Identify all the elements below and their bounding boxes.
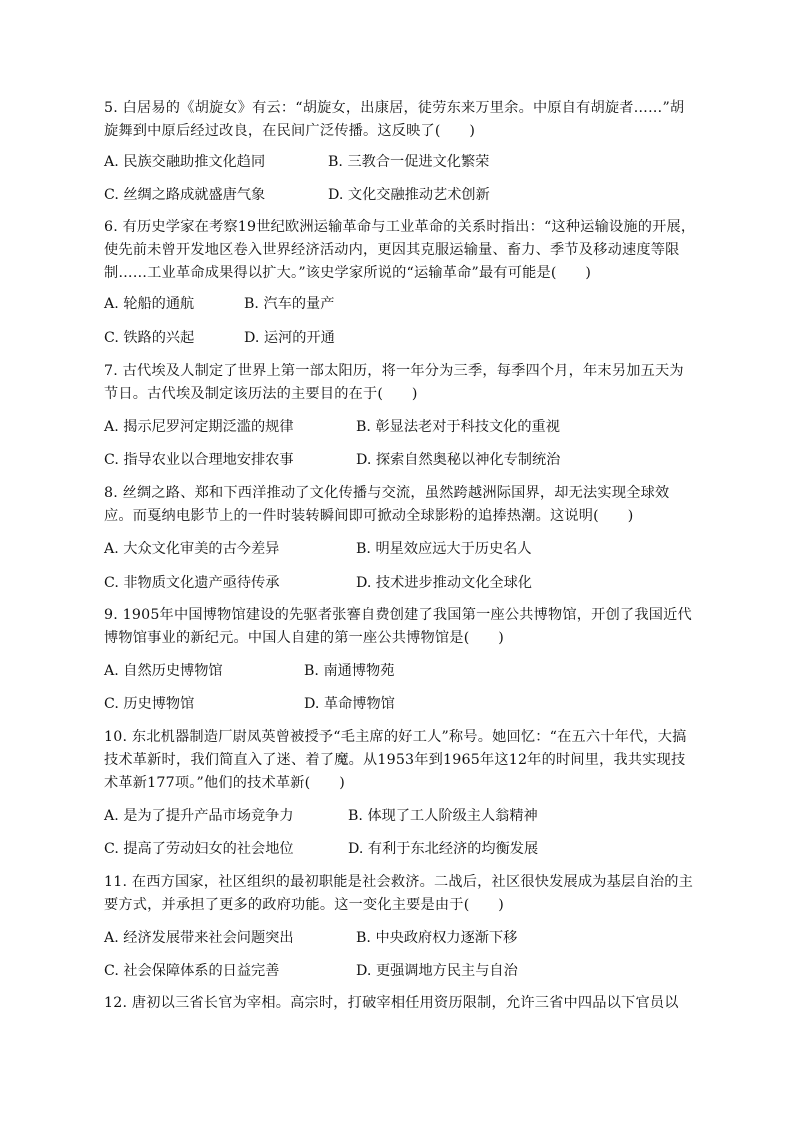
option-c[interactable]: C. 历史博物馆 [104,696,195,712]
option-c[interactable]: C. 铁路的兴起 [104,330,195,346]
option-c[interactable]: C. 社会保障体系的日益完善 [104,963,280,979]
option-a[interactable]: A. 揭示尼罗河定期泛滥的规律 [104,419,294,435]
option-d[interactable]: D. 技术进步推动文化全球化 [356,575,532,591]
question-5-options-row-2 [104,185,490,205]
option-d[interactable]: D. 更强调地方民主与自治 [356,963,518,979]
question-7-options-row-2 [104,450,560,470]
question-8-options-row-1 [104,539,532,559]
question-10-options-row-2 [104,839,538,859]
option-b[interactable]: B. 明星效应远大于历史名人 [356,541,532,557]
option-b[interactable]: B. 南通博物苑 [304,663,395,679]
option-b[interactable]: B. 中央政府权力逐渐下移 [356,930,518,946]
option-d[interactable]: D. 运河的开通 [244,330,335,346]
question-7-stem: 7. 古代埃及人制定了世界上第一部太阳历，将一年分为三季，每季四个月，年末另加五天为节日。古代埃及制定该历法的主要目的在于( ) [104,363,684,402]
question-8-stem: 8. 丝绸之路、郑和下西洋推动了文化传播与交流，虽然跨越洲际国界，却无法实现全球效应。而戛纳电影节上的一件时装转瞬间即可掀动全球影粉的追捧热潮。这说明( ) [104,485,670,524]
option-b[interactable]: B. 彰显法老对于科技文化的重视 [356,419,560,435]
option-c[interactable]: C. 非物质文化遗产亟待传承 [104,575,280,591]
question-5-stem: 5. 白居易的《胡旋女》有云：“胡旋女，出康居，徒劳东来万里余。中原自有胡旋者……”胡旋舞到中原后经过改良，在民间广泛传播。这反映了( ) [104,100,685,139]
option-b[interactable]: B. 汽车的量产 [244,296,335,312]
option-a[interactable]: A. 民族交融助推文化趋同 [104,154,266,170]
question-10-stem: 10. 东北机器制造厂尉凤英曾被授予“毛主席的好工人”称号。她回忆：“在五六十年代，大搞技术革新时，我们简直入了迷、着了魔。从1953年到1965年这12年的时间里，我共实现技术革新177项。”他们的技术革新( ) [104,729,687,791]
option-c[interactable]: C. 指导农业以合理地安排农事 [104,452,294,468]
question-9-stem: 9. 1905年中国博物馆建设的先驱者张謇自费创建了我国第一座公共博物馆，开创了我国近代博物馆事业的新纪元。中国人自建的第一座公共博物馆是( ) [104,607,692,646]
option-c[interactable]: C. 丝绸之路成就盛唐气象 [104,187,266,203]
question-6-stem: 6. 有历史学家在考察19世纪欧洲运输革命与工业革命的关系时指出：“这种运输设施的开展，使先前未曾开发地区卷入世界经济活动内，更因其克服运输量、畜力、季节及移动速度等限制……工业革命成果得以扩大。”该史学家所说的“运输革命”最有可能是( ) [104,219,696,281]
question-11-stem: 11. 在西方国家，社区组织的最初职能是社会救济。二战后，社区很快发展成为基层自治的主要方式，并承担了更多的政府功能。这一变化主要是由于( ) [104,874,693,913]
question-11-options-row-1 [104,928,517,948]
question-5-options-row-1 [104,152,489,172]
question-8-options-row-2 [104,573,532,593]
option-b[interactable]: B. 体现了工人阶级主人翁精神 [348,808,538,824]
option-a[interactable]: A. 轮船的通航 [104,296,195,312]
question-10-options-row-1 [104,806,538,826]
option-a[interactable]: A. 是为了提升产品市场竞争力 [104,808,294,824]
option-d[interactable]: D. 文化交融推动艺术创新 [328,187,490,203]
option-a[interactable]: A. 大众文化审美的古今差异 [104,541,280,557]
option-c[interactable]: C. 提高了劳动妇女的社会地位 [104,841,294,857]
question-9-options-row-2 [104,694,395,714]
question-12-stem: 12. 唐初以三省长官为宰相。高宗时，打破宰相任用资历限制，允许三省中四品以下官员以 [104,995,679,1011]
question-9-options-row-1 [104,661,394,681]
question-11-options-row-2 [104,961,518,981]
option-d[interactable]: D. 有利于东北经济的均衡发展 [348,841,539,857]
question-6-options-row-1 [104,294,334,314]
question-7-options-row-1 [104,417,560,437]
option-b[interactable]: B. 三教合一促进文化繁荣 [328,154,490,170]
option-d[interactable]: D. 探索自然奥秘以神化专制统治 [356,452,561,468]
option-a[interactable]: A. 自然历史博物馆 [104,663,223,679]
question-6-options-row-2 [104,328,335,348]
option-d[interactable]: D. 革命博物馆 [304,696,395,712]
option-a[interactable]: A. 经济发展带来社会问题突出 [104,930,294,946]
